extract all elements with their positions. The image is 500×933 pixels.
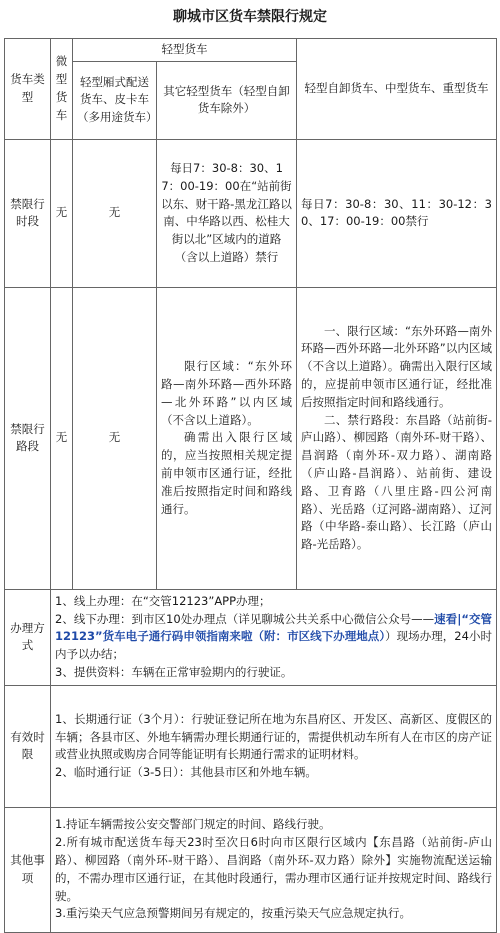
roads-light-box: 无 <box>73 287 157 589</box>
method-online: 1、线上办理：在“交管12123”APP办理； <box>55 593 271 608</box>
header-truck-type: 货车类型 <box>5 39 51 140</box>
header-micro-truck: 微型货车 <box>51 39 73 140</box>
roads-heavy <box>297 287 497 589</box>
row-application-method <box>5 589 497 685</box>
period-micro: 无 <box>51 139 73 287</box>
header-light-box-truck: 轻型厢式配送货车、皮卡车（多用途货车） <box>73 61 157 139</box>
row-other-matters <box>5 807 497 932</box>
validity-temporary: 2、临时通行证（3-5日）：其他县市区和外地车辆。 <box>55 765 317 780</box>
method-content <box>51 589 497 685</box>
roads-micro: 无 <box>51 287 73 589</box>
validity-long-term: 1、长期通行证（3个月）：行驶证登记所在地为东昌府区、开发区、高新区、度假区的车辆；各县市区、外地车辆需办理长期通行证的，需提供机动车所有人在市区的房产证或营业执照或购房合同等能证明有长期通行需求的证明材料。 <box>55 711 492 762</box>
period-heavy: 每日7：30-8：30、11：30-12：30、17：00-19：00禁行 <box>297 139 497 287</box>
row-label-validity: 有效时限 <box>5 685 51 807</box>
header-heavy-truck: 轻型自卸货车、中型货车、重型货车 <box>297 39 497 140</box>
method-offline <box>55 611 492 664</box>
other-item-1: 1.持证车辆需按公安交警部门规定的时间、路线行驶。 <box>55 817 331 832</box>
method-documents: 3、提供资料：车辆在正常审验期内的行驶证。 <box>55 665 293 680</box>
truck-restriction-table <box>4 38 497 933</box>
wechat-article-link[interactable]: 速看|“交管12123”货车电子通行码申领指南来啦（附：市区线下办理地点） <box>55 611 492 644</box>
header-light-other-truck: 其它轻型货车（轻型自卸货车除外） <box>157 61 297 139</box>
other-item-3: 3.重污染天气应急预警期间另有规定的，按重污染天气应急规定执行。 <box>55 906 411 921</box>
header-row-1 <box>5 39 497 62</box>
roads-light-other-permit: 确需出入限行区域的，应当按照相关规定提前申领市区通行证，经批准后按照指定时间和路线通行。 <box>161 430 292 516</box>
roads-light-other <box>157 287 297 589</box>
page-title: 聊城市区货车禁限行规定 <box>173 9 327 25</box>
header-light-truck: 轻型货车 <box>73 39 297 62</box>
roads-heavy-zone: 一、限行区域：“东外环路—南外环路—西外环路—北外环路”以内区域（不含以上道路）。确需出入限行区域的，应提前申领市区通行证，经批准后按照指定时间和路线通行。 <box>301 323 492 409</box>
roads-heavy-banned-roads: 二、禁行路段：东昌路（站前街-庐山路）、柳园路（南外环-财干路）、昌润路（南外环-双力路）、湖南路（庐山路-昌润路）、站前街、建设路、卫育路（八里庄路-四公河南路）、光岳路（辽河路-湖南路）、辽河路（中华路-泰山路）、长江路（庐山路-光岳路）。 <box>301 412 492 552</box>
other-content <box>51 807 497 932</box>
period-light-box: 无 <box>73 139 157 287</box>
roads-light-other-zone: 限行区域：“东外环路—南外环路—西外环路—北外环路”以内区域（不含以上道路）。 <box>161 359 292 427</box>
period-light-other: 每日7：30-8：30、17：00-19：00在“站前街以东、财干路-黑龙江路以南、中华路以西、松桂大街以北”区域内的道路（含以上道路）禁行 <box>157 139 297 287</box>
row-label-period: 禁限行时段 <box>5 139 51 287</box>
row-validity <box>5 685 497 807</box>
row-restricted-roads <box>5 287 497 589</box>
row-label-method: 办理方式 <box>5 589 51 685</box>
row-label-other: 其他事项 <box>5 807 51 932</box>
method-offline-text-end: ）现场办理，24小时内予以办结； <box>55 629 492 662</box>
other-item-2: 2.所有城市配送货车每天23时至次日6时向市区限行区域内【东昌路（站前街-庐山路）、柳园路（南外环-财干路）、昌润路（南外环-双力路）除外】实施物流配送运输的，不需办理市区通行证，在其他时段通行，需办理市区通行证并按规定时间、路线行驶。 <box>55 835 492 903</box>
method-offline-text: 2、线下办理：到市区10处办理点（详见聊城公共关系中心微信公众号—— <box>55 611 435 626</box>
validity-content <box>51 685 497 807</box>
row-label-roads: 禁限行路段 <box>5 287 51 589</box>
row-restriction-period <box>5 139 497 287</box>
